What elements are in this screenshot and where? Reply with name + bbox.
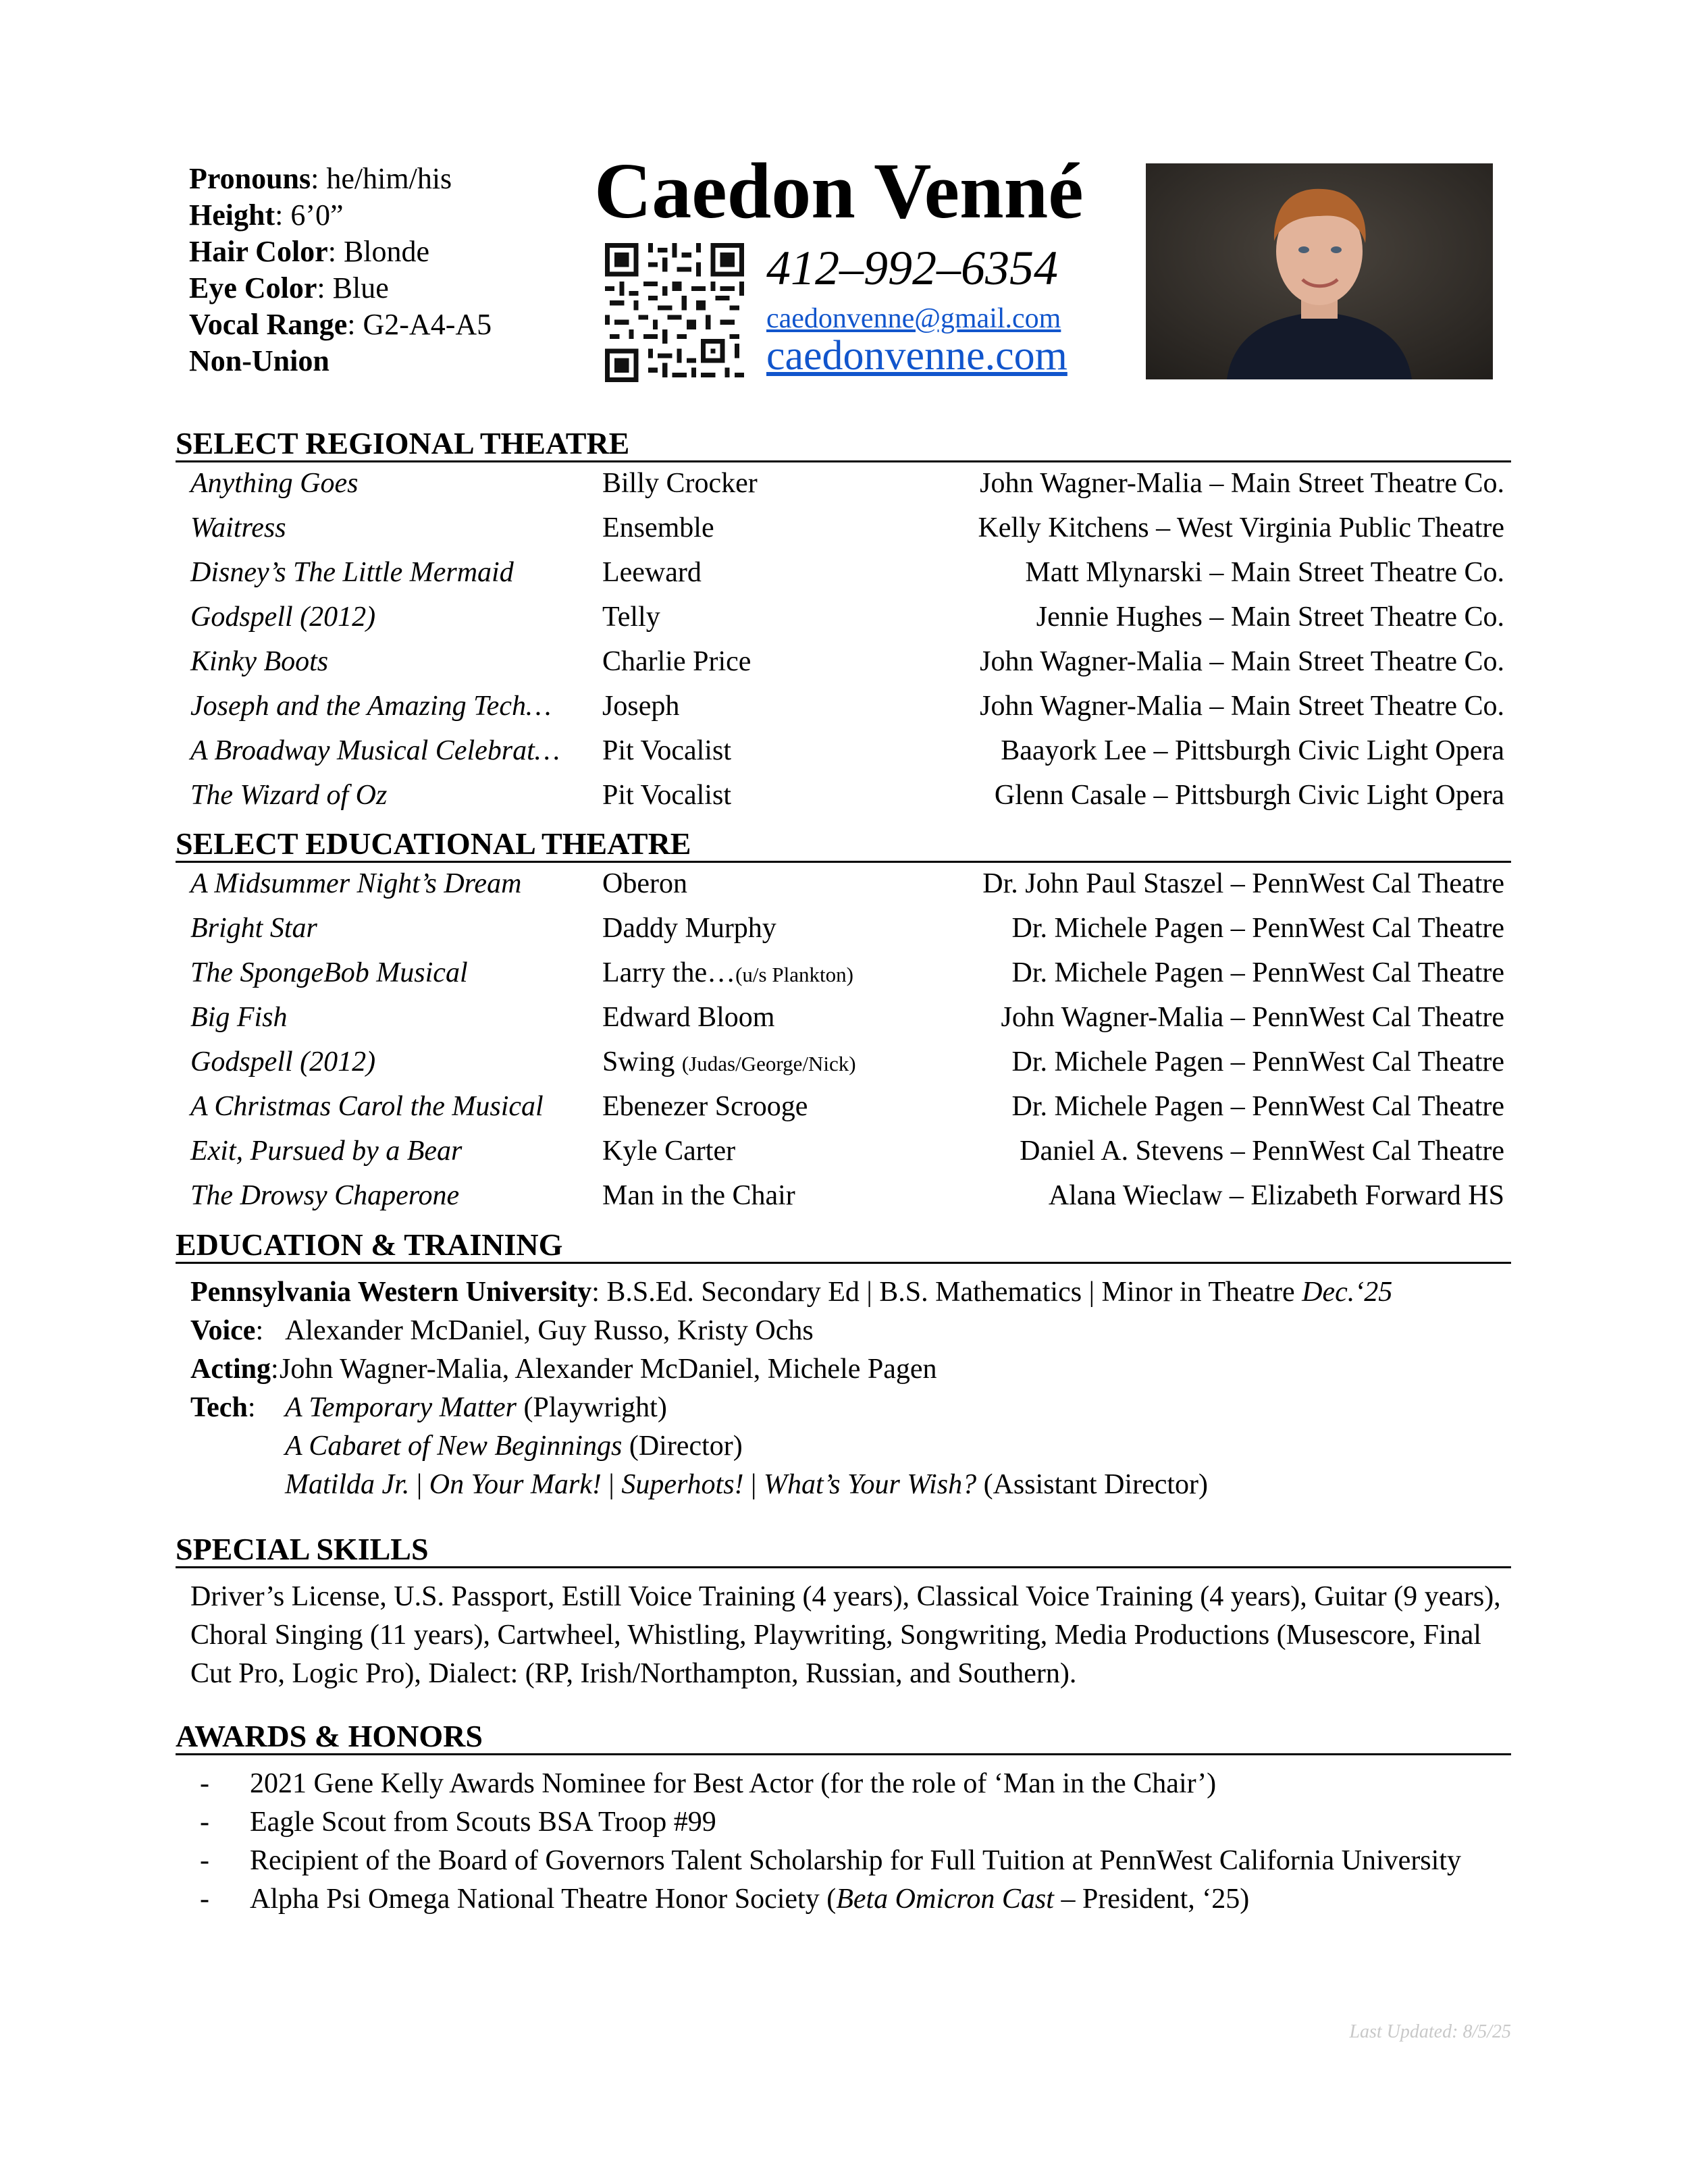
phone-number[interactable]: 412–992–6354	[766, 241, 1058, 295]
stat-height: Height: 6’0”	[189, 198, 344, 232]
credit-row: Kinky Boots Charlie Price John Wagner-Malia – Main Street Theatre Co.	[190, 646, 1504, 677]
credit-row: A Midsummer Night’s Dream Oberon Dr. John Paul Staszel – PennWest Cal Theatre	[190, 868, 1504, 899]
actor-stats	[189, 161, 492, 379]
credit-row: Big Fish Edward Bloom John Wagner-Malia – PennWest Cal Theatre	[190, 1002, 1504, 1033]
special-skills-text: Driver’s License, U.S. Passport, Estill Voice Training (4 years), Classical Voice Training (4 years), Guitar (9 years), Choral Singing (11 years), Cartwheel, Whistling, Playwriting, Songwriting, Media Productions (Musescore, Final Cut Pro, Logic Pro), Dialect: (RP, Irish/Northampton, Russian, and Southern).	[190, 1581, 1501, 1689]
training-tech: Tech: A Temporary Matter (Playwright)	[190, 1392, 667, 1423]
education-degree: Pennsylvania Western University: B.S.Ed. Secondary Ed | B.S. Mathematics | Minor in Theatre Dec.‘25	[190, 1277, 1393, 1308]
credit-row: The Drowsy Chaperone Man in the Chair Alana Wieclaw – Elizabeth Forward HS	[190, 1180, 1504, 1211]
education-block	[190, 1273, 1392, 1504]
regional-credits	[176, 461, 1504, 818]
credit-row: Joseph and the Amazing Tech… Joseph John Wagner-Malia – Main Street Theatre Co.	[190, 691, 1504, 722]
credit-row: Waitress Ensemble Kelly Kitchens – West Virginia Public Theatre	[190, 512, 1504, 543]
section-title-education: EDUCATION & TRAINING	[176, 1228, 1511, 1264]
actor-name: Caedon Venné	[594, 147, 1084, 235]
qr-code-icon[interactable]	[605, 243, 744, 382]
training-voice: Voice: Alexander McDaniel, Guy Russo, Kristy Ochs	[190, 1315, 814, 1346]
credit-row: A Broadway Musical Celebrat… Pit Vocalist Baayork Lee – Pittsburgh Civic Light Opera	[190, 735, 1504, 766]
section-title-awards: AWARDS & HONORS	[176, 1720, 1511, 1755]
training-tech-3: Matilda Jr. | On Your Mark! | Superhots! | What’s Your Wish? (Assistant Director)	[285, 1469, 1208, 1500]
email-link[interactable]: caedonvenne@gmail.com	[766, 303, 1061, 334]
website-link[interactable]: caedonvenne.com	[766, 333, 1067, 379]
credit-row: The Wizard of Oz Pit Vocalist Glenn Casale – Pittsburgh Civic Light Opera	[190, 780, 1504, 811]
credit-row: A Christmas Carol the Musical Ebenezer Scrooge Dr. Michele Pagen – PennWest Cal Theatre	[190, 1091, 1504, 1122]
union-status: Non-Union	[189, 344, 329, 377]
credit-row: Bright Star Daddy Murphy Dr. Michele Pagen – PennWest Cal Theatre	[190, 913, 1504, 944]
stat-vocal-range: Vocal Range: G2-A4-A5	[189, 308, 492, 341]
credit-row: Anything Goes Billy Crocker John Wagner-Malia – Main Street Theatre Co.	[190, 468, 1504, 499]
training-tech-2: A Cabaret of New Beginnings (Director)	[285, 1431, 743, 1462]
credit-row: Disney’s The Little Mermaid Leeward Matt Mlynarski – Main Street Theatre Co.	[190, 557, 1504, 588]
section-title-skills: SPECIAL SKILLS	[176, 1533, 1511, 1568]
credit-row: The SpongeBob Musical Larry the…(u/s Plankton) Dr. Michele Pagen – PennWest Cal Theatre	[190, 957, 1504, 988]
headshot-photo	[1146, 163, 1493, 379]
educational-credits	[176, 861, 1504, 1218]
credit-row: Godspell (2012) Swing (Judas/George/Nick) Dr. Michele Pagen – PennWest Cal Theatre	[190, 1046, 1504, 1077]
stat-eye-color: Eye Color: Blue	[189, 271, 389, 304]
training-acting: Acting: John Wagner-Malia, Alexander McDaniel, Michele Pagen	[190, 1354, 937, 1385]
section-title-regional: SELECT REGIONAL THEATRE	[176, 427, 1511, 462]
section-title-educational: SELECT EDUCATIONAL THEATRE	[176, 827, 1511, 863]
stat-pronouns: Pronouns: he/him/his	[189, 162, 452, 195]
stat-hair-color: Hair Color: Blonde	[189, 235, 430, 268]
credit-row: Godspell (2012) Telly Jennie Hughes – Main Street Theatre Co.	[190, 602, 1504, 633]
credit-row: Exit, Pursued by a Bear Kyle Carter Daniel A. Stevens – PennWest Cal Theatre	[190, 1136, 1504, 1167]
last-updated: Last Updated: 8/5/25	[1349, 2021, 1511, 2042]
